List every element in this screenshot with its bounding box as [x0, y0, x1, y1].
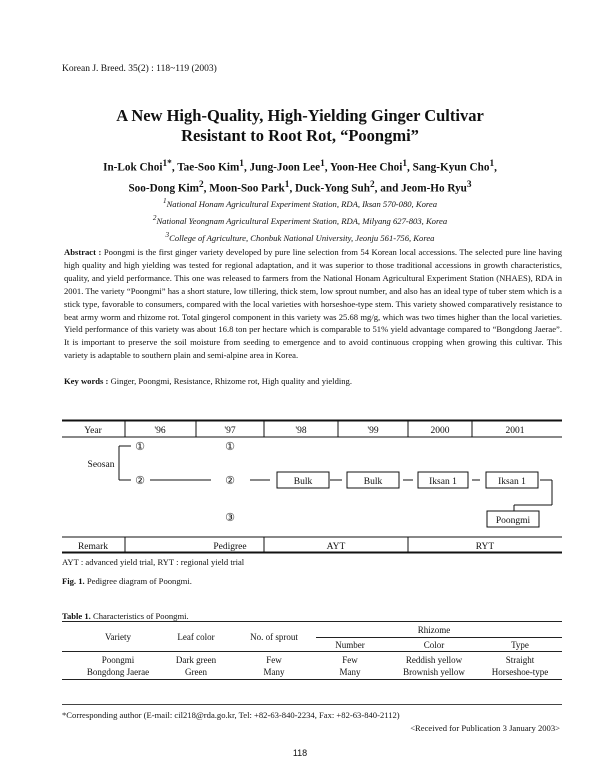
received-date: <Received for Publication 3 January 2003>: [410, 723, 560, 733]
author-affiliation-mark: 2: [199, 179, 204, 190]
poongmi-label: Poongmi: [495, 516, 531, 526]
figure-caption: Fig. 1. Pedigree diagram of Poongmi.: [62, 576, 192, 586]
author-name: Jung-Joon Lee: [249, 161, 321, 174]
author-affiliation-mark: 1: [402, 159, 408, 169]
line-2-96: ②: [135, 475, 145, 487]
remark-pedigree: Pedigree: [213, 542, 247, 552]
keywords-text: Ginger, Poongmi, Resistance, Rhizome rot, High quality and yielding.: [110, 376, 353, 386]
col-number: Number: [335, 640, 365, 650]
affiliation-3: $^3$College of Agriculture, Chonbuk National University, Jeonju 561-756, Korea: [165, 230, 435, 243]
col-type: Type: [511, 640, 529, 650]
corresponding-author: *Corresponding author (E-mail: cil218@rda.go.kr, Tel: +82-63-840-2234, Fax: +82-63-840-2112): [62, 710, 400, 720]
author-affiliation-mark: 1: [489, 159, 495, 169]
author-name: Jeom-Ho Ryu: [401, 182, 467, 195]
cell-r1-c5: Reddish yellow: [405, 655, 463, 665]
year-96: '96: [154, 426, 166, 436]
remark-header: Remark: [77, 542, 109, 552]
col-rhizome: Rhizome: [417, 625, 451, 635]
author-affiliation-mark: 1: [284, 179, 290, 190]
author-affiliation-mark: 2: [369, 179, 375, 190]
cell-r1-c4: Few: [342, 655, 358, 665]
remark-ryt: RYT: [475, 542, 495, 552]
year-2001: 2001: [505, 426, 525, 436]
author-name: Tae-Soo Kim: [177, 161, 240, 174]
journal-citation: Korean J. Breed. 35(2) : 118~119 (2003): [62, 64, 217, 74]
year-header: Year: [84, 426, 102, 436]
iksan-label-2001: Iksan 1: [498, 477, 526, 487]
bulk-label-99: Bulk: [363, 477, 383, 487]
footnote-rule: [62, 704, 562, 705]
cell-r2-c5: Brownish yellow: [403, 667, 465, 677]
year-2000: 2000: [430, 426, 450, 436]
affiliation-2: $^2$National Yeongnam Agricultural Experiment Station, RDA, Milyang 627-803, Korea: [152, 213, 448, 226]
cell-r2-c3: Many: [263, 667, 285, 677]
year-99: '99: [367, 426, 379, 436]
author-affiliation-mark: 1*: [162, 159, 172, 169]
bulk-label-98: Bulk: [293, 477, 313, 487]
author-name: Duck-Yong Suh: [295, 182, 370, 195]
iksan-label-2000: Iksan 1: [429, 477, 457, 487]
author-affiliation-mark: 1: [239, 159, 244, 169]
table-caption: Table 1. Characteristics of Poongmi.: [62, 611, 189, 621]
seosan-label: Seosan: [87, 460, 115, 470]
abstract-label: Abstract :: [64, 247, 102, 257]
figure-note: AYT : advanced yield trial, RYT : regional yield trial: [62, 557, 245, 567]
cell-r1-c1: Poongmi: [101, 655, 135, 665]
line-1-96: ①: [135, 441, 145, 453]
line-1-97: ①: [225, 441, 235, 453]
abstract-text: Poongmi is the first ginger variety developed by pure line selection from 54 Korean local accessions. The selected pure line having high quality and high yielding was tested for regional adaptation, and it was superior to those traditional accessions in growth characteristics, quality, and yield performance. This one was released to farmers from the National Honam Agricultural Experiment Station (NHAES), RDA in 2001. The variety “Poongmi” has a short stature, low tillering, thick stem, low sprout number, and also has an ideal type of tuber stem which is a stick type, favorable to consumers, compared with the local varieties with horseshoe-type stem. This variety showed comparatively resistance to beat army worm and rhizome rot. Total gingerol component in this variety was 25.68 mg/g, which was two times higher than the local varieties. Yield performance of this variety was about 16.8 ton per hectare which is comparable to 51% yield advantage compared to “Bongdong Jaerae”. It is important to preserve the soil moisture from seeding to emergence and to avoid continuous cropping when growing this cultivar. This variety is adaptable to southern plain and semi-alpine area in Korea.: [64, 247, 563, 361]
author-affiliation-mark: 1: [320, 159, 325, 169]
title-line-1: A New High-Quality, High-Yielding Ginger Cultivar: [116, 106, 484, 125]
cell-r1-c6: Straight: [505, 655, 535, 665]
authors-line-1: In-Lok Choi$^{1*}$, Tae-Soo Kim$^1$, Jung-Joon Lee$^1$, Yoon-Hee Choi$^1$, Sang-Kyun Cho$^1$,: [103, 159, 497, 174]
cell-r2-c6: Horseshoe-type: [491, 667, 549, 677]
cell-r1-c3: Few: [266, 655, 282, 665]
cell-r2-c1: Bongdong Jaerae: [86, 667, 150, 677]
author-name: Soo-Dong Kim: [128, 182, 199, 195]
author-name: Yoon-Hee Choi: [329, 161, 403, 174]
year-97: '97: [224, 426, 236, 436]
author-name: Sang-Kyun Cho: [412, 161, 490, 174]
col-sprout: No. of sprout: [250, 632, 298, 642]
col-leaf-color: Leaf color: [177, 632, 215, 642]
author-name: Moon-Soo Park: [209, 182, 285, 195]
keywords-label: Key words :: [64, 376, 109, 386]
line-2-97: ②: [225, 475, 235, 487]
authors-line-2: Soo-Dong Kim$^2$, Moon-Soo Park$^1$, Duck-Yong Suh$^2$, and Jeom-Ho Ryu$^3$: [128, 179, 472, 195]
remark-ayt: AYT: [326, 542, 346, 552]
cell-r2-c4: Many: [339, 667, 361, 677]
line-3-97: ③: [225, 512, 235, 524]
title-line-2: Resistant to Root Rot, “Poongmi”: [181, 126, 419, 145]
author-name: In-Lok Choi: [103, 161, 163, 174]
cell-r1-c2: Dark green: [175, 655, 217, 665]
affiliation-1: $^1$National Honam Agricultural Experiment Station, RDA, Iksan 570-080, Korea: [162, 197, 438, 209]
page-number: 118: [292, 748, 308, 758]
col-variety: Variety: [105, 632, 131, 642]
author-affiliation-mark: 3: [466, 179, 472, 190]
cell-r2-c2: Green: [185, 667, 207, 677]
col-color: Color: [423, 640, 445, 650]
year-98: '98: [295, 426, 307, 436]
